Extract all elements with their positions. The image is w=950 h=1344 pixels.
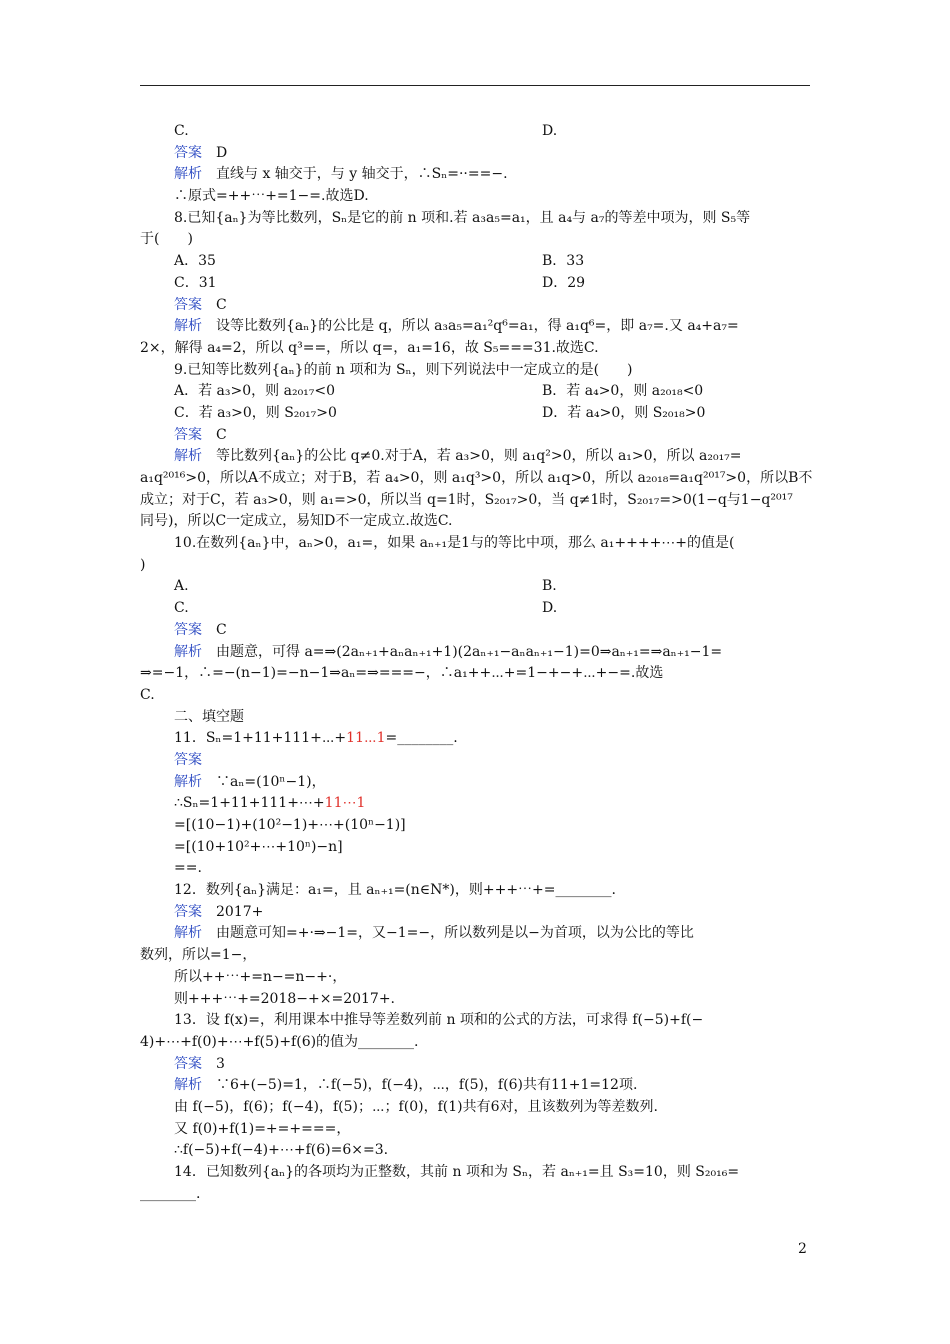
line-text: =[(10+10²+⋯+10ⁿ)−n] <box>174 838 343 855</box>
line-text: 成立；对于C，若 a₃>0，则 a₁=>0，所以当 q=1时，S₂₀₁₇>0，当 q≠1时，S₂₀₁₇=>0(1−q与1−q²⁰¹⁷ <box>140 491 793 508</box>
option-row <box>140 251 810 273</box>
continuation-line <box>140 229 810 251</box>
highlighted-text: 11⋯1 <box>346 730 386 747</box>
analysis-label: 解析 <box>174 166 202 183</box>
analysis-line <box>140 1075 810 1097</box>
text-line <box>140 186 810 208</box>
text-line <box>140 967 810 989</box>
line-text: =[(10−1)+(10²−1)+⋯+(10ⁿ−1)] <box>174 817 406 833</box>
option-text: A. <box>174 578 189 595</box>
answer-line <box>140 620 810 642</box>
line-text: 等比数列{aₙ}的公比 q≠0.对于A，若 a₃>0，则 a₁q²>0，所以 a₁>0，所以 a₂₀₁₇= <box>216 448 742 465</box>
option-text: C. <box>174 123 189 139</box>
continuation-line <box>140 555 810 577</box>
option-row <box>140 381 810 403</box>
continuation-line <box>140 945 810 967</box>
option-row <box>140 576 810 598</box>
analysis-label: 解析 <box>174 643 202 660</box>
continuation-line <box>140 1184 810 1206</box>
continuation-line <box>140 663 810 685</box>
line-text: ________. <box>140 1185 201 1202</box>
line-text: ∴原式=++⋯+=1−=.故选D. <box>174 188 369 205</box>
analysis-line <box>140 446 810 468</box>
text-line <box>140 858 810 880</box>
text-line <box>140 707 810 729</box>
option-text: A．35 <box>174 253 216 270</box>
text-line <box>140 1119 810 1141</box>
text-line <box>140 208 810 230</box>
line-text: 则+++⋯+=2018−+×=2017+. <box>174 990 396 1007</box>
text-line <box>140 1140 810 1162</box>
analysis-label: 解析 <box>174 318 202 335</box>
option-text: C. <box>174 600 189 617</box>
line-text: 二、填空题 <box>174 708 244 725</box>
line-text: 由题意，可得 a=⇒(2aₙ₊₁+aₙaₙ₊₁+1)(2aₙ₊₁−aₙaₙ₊₁−1)=0⇒aₙ₊₁=⇒aₙ₊₁−1= <box>216 643 723 660</box>
option-text: A．若 a₃>0，则 a₂₀₁₇<0 <box>174 383 336 400</box>
text-line <box>140 815 810 837</box>
line-text: ) <box>140 556 146 573</box>
analysis-label: 解析 <box>174 448 202 465</box>
continuation-line <box>140 1032 810 1054</box>
header-rule <box>140 85 810 86</box>
option-text: B．若 a₄>0，则 a₂₀₁₈<0 <box>542 383 704 400</box>
continuation-line <box>140 490 810 512</box>
line-text: 又 f(0)+f(1)=+=+===， <box>174 1120 351 1137</box>
analysis-label: 解析 <box>174 925 202 942</box>
page-number: 2 <box>798 1241 807 1257</box>
text-line <box>140 360 810 382</box>
line-text: 10.在数列{aₙ}中，aₙ>0，a₁=，如果 aₙ₊₁是1与的等比中项，那么 a₁++++⋯+的值是( <box>174 535 735 552</box>
answer-line <box>140 902 810 924</box>
answer-label: 答案 <box>174 903 202 920</box>
option-row <box>140 121 810 143</box>
line-text: ∵6+(−5)=1，∴f(−5)，f(−4)，⋯，f(5)，f(6)共有11+1=12项. <box>216 1077 638 1094</box>
analysis-line <box>140 316 810 338</box>
line-text: 于( ) <box>140 231 193 248</box>
line-text: 2017+ <box>216 903 264 920</box>
answer-line <box>140 1054 810 1076</box>
line-text: ==. <box>174 860 202 877</box>
option-text: C．31 <box>174 274 217 291</box>
line-text: C <box>216 426 227 443</box>
answer-label: 答案 <box>174 144 202 161</box>
answer-label: 答案 <box>174 621 202 638</box>
option-text: D. <box>542 600 558 617</box>
line-text: 4)+⋯+f(0)+⋯+f(5)+f(6)的值为________. <box>140 1033 419 1050</box>
line-text: C <box>216 296 227 313</box>
line-text: 11．Sₙ=1+11+111+⋯+ <box>174 730 347 747</box>
text-line <box>140 837 810 859</box>
text-line <box>140 1097 810 1119</box>
option-text: C．若 a₃>0，则 S₂₀₁₇>0 <box>174 404 337 421</box>
line-text: D <box>216 144 228 161</box>
text-line <box>140 989 810 1011</box>
option-text: B. <box>542 578 557 595</box>
line-text: 13．设 f(x)=，利用课本中推导等差数列前 n 项和的公式的方法，可求得 f(−5)+f(− <box>174 1012 704 1029</box>
line-text: 所以++⋯+=n−=n−+·， <box>174 968 347 985</box>
text-line <box>140 880 810 902</box>
analysis-line <box>140 923 810 945</box>
line-text: 设等比数列{aₙ}的公比是 q，所以 a₃a₅=a₁²q⁶=a₁，得 a₁q⁶=，即 a₇=.又 a₄+a₇= <box>216 318 739 335</box>
continuation-line <box>140 468 813 490</box>
text-line <box>140 533 810 555</box>
highlighted-text: 11⋯1 <box>324 795 366 812</box>
answer-line <box>140 143 810 165</box>
answer-line <box>140 295 810 317</box>
line-text: 由题意可知=+·⇒−1=，又−1=−，所以数列是以−为首项，以为公比的等比 <box>216 925 694 942</box>
text-line <box>140 1010 810 1032</box>
page-content <box>140 121 813 1205</box>
option-text: D．若 a₄>0，则 S₂₀₁₈>0 <box>542 404 706 421</box>
answer-label: 答案 <box>174 426 202 443</box>
line-text: 12．数列{aₙ}满足：a₁=，且 aₙ₊₁=(n∈N*)，则+++⋯+=________. <box>174 882 616 899</box>
continuation-line <box>140 511 810 533</box>
text-line <box>140 793 810 815</box>
option-text: B．33 <box>542 253 585 270</box>
line-text: ∴f(−5)+f(−4)+⋯+f(6)=6×=3. <box>174 1142 389 1159</box>
text-line <box>140 728 810 750</box>
line-text: a₁q²⁰¹⁶>0，所以A不成立；对于B，若 a₄>0，则 a₁q³>0，所以 a₁q>0，所以 a₂₀₁₈=a₁q²⁰¹⁷>0，所以B不 <box>140 470 813 486</box>
analysis-label: 解析 <box>174 1077 202 1094</box>
option-text: D．29 <box>542 274 586 291</box>
line-text: 8.已知{aₙ}为等比数列，Sₙ是它的前 n 项和.若 a₃a₅=a₁，且 a₄与 a₇的等差中项为，则 S₅等 <box>174 209 751 226</box>
option-row <box>140 403 810 425</box>
continuation-line <box>140 685 810 707</box>
line-text: 3 <box>216 1055 225 1072</box>
line-text: ∵aₙ=(10ⁿ−1)， <box>216 773 326 790</box>
text-line <box>140 1162 810 1184</box>
line-text: 9.已知等比数列{aₙ}的前 n 项和为 Sₙ，则下列说法中一定成立的是( ) <box>174 361 633 378</box>
line-text: C <box>216 621 227 638</box>
line-text: 14．已知数列{aₙ}的各项均为正整数，其前 n 项和为 Sₙ，若 aₙ₊₁=且 S₃=10，则 S₂₀₁₆= <box>174 1164 740 1180</box>
line-text: ⇒=−1，∴=−(n−1)=−n−1⇒aₙ=⇒===−，∴a₁++⋯+=1−+−+⋯+−=.故选 <box>140 665 664 682</box>
analysis-label: 解析 <box>174 773 202 790</box>
answer-line <box>140 425 810 447</box>
line-text: ∴Sₙ=1+11+111+⋯+ <box>174 795 325 812</box>
continuation-line <box>140 338 810 360</box>
line-text: 2×，解得 a₄=2，所以 q³==，所以 q=，a₁=16，故 S₅===31.故选C. <box>140 339 599 356</box>
answer-label: 答案 <box>174 296 202 313</box>
analysis-line <box>140 772 810 794</box>
line-text: C. <box>140 686 155 703</box>
option-row <box>140 598 810 620</box>
option-row <box>140 273 810 295</box>
analysis-line <box>140 642 810 664</box>
answer-line <box>140 750 810 772</box>
line-text: 直线与 x 轴交于，与 y 轴交于，∴Sₙ=··==−. <box>216 166 508 183</box>
line-text: 由 f(−5)，f(6)；f(−4)，f(5)；⋯；f(0)，f(1)共有6对，且该数列为等差数列. <box>174 1098 658 1115</box>
option-text: D. <box>542 123 558 139</box>
line-text: 数列，所以=1−， <box>140 947 257 964</box>
answer-label: 答案 <box>174 1055 202 1072</box>
analysis-line <box>140 164 810 186</box>
answer-label: 答案 <box>174 751 202 768</box>
line-text: =________. <box>385 730 458 747</box>
line-text: 同号)，所以C一定成立，易知D不一定成立.故选C. <box>140 513 453 530</box>
